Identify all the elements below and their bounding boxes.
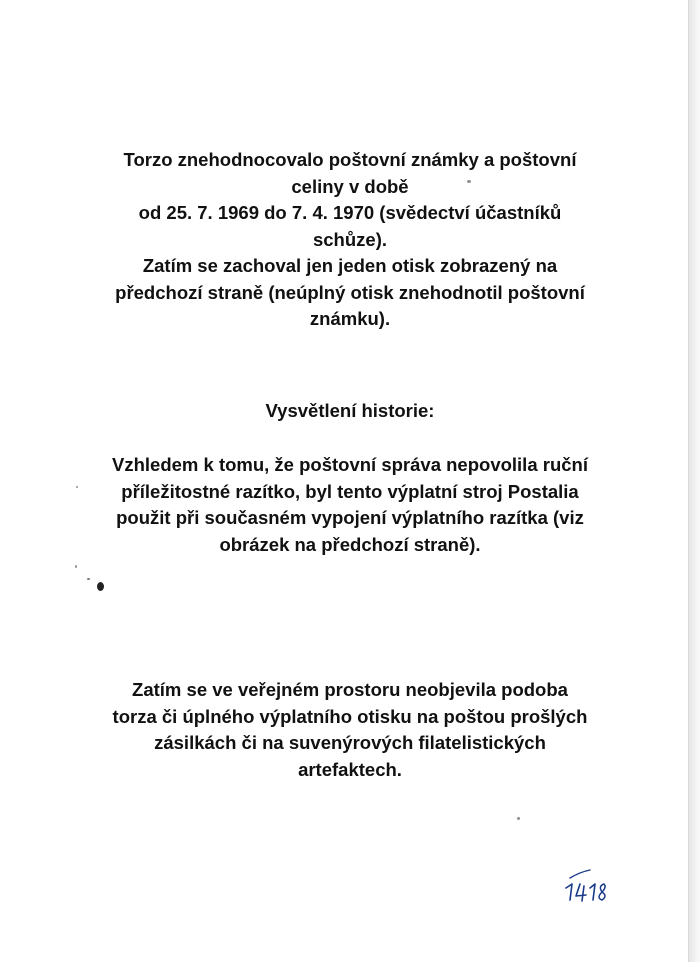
paragraph-public-appearance xyxy=(40,677,660,783)
paragraph-history-explanation xyxy=(40,452,660,558)
scan-speck xyxy=(517,817,520,820)
scan-edge xyxy=(689,0,700,962)
text-line: zásilkách či na suvenýrových filatelistických xyxy=(154,732,546,753)
heading-text: Vysvětlení historie: xyxy=(265,400,435,421)
text-line: Zatím se ve veřejném prostoru neobjevila podoba xyxy=(132,679,568,700)
text-line: od 25. 7. 1969 do 7. 4. 1970 (svědectví účastníků xyxy=(138,202,562,223)
scan-speck xyxy=(75,565,77,568)
handwritten-page-number xyxy=(560,866,620,906)
text-line: Zatím se zachoval jen jeden otisk zobrazený na xyxy=(142,255,558,276)
scan-speck xyxy=(97,582,104,591)
text-line: Vzhledem k tomu, že poštovní správa nepovolila ruční xyxy=(112,454,588,475)
text-line: schůze). xyxy=(312,228,388,250)
text-line: použit při současném vypojení výplatního razítka (viz xyxy=(116,507,584,528)
section-heading xyxy=(40,398,660,425)
scan-speck xyxy=(76,486,78,488)
text-line: známku). xyxy=(309,308,391,329)
scan-speck xyxy=(87,578,90,580)
paragraph-validity-period xyxy=(40,147,660,333)
text-line: předchozí straně (neúplný otisk znehodnotil poštovní xyxy=(115,281,585,303)
text-line: Torzo znehodnocovalo poštovní známky a poštovní xyxy=(123,149,577,170)
text-line: artefaktech. xyxy=(298,758,402,780)
text-line: příležitostné razítko, byl tento výplatní stroj Postalia xyxy=(121,480,579,502)
text-line: obrázek na předchozí straně). xyxy=(219,533,481,555)
scan-speck xyxy=(467,180,471,183)
text-line: torza či úplného výplatního otisku na poštou prošlých xyxy=(112,705,588,727)
text-line: celiny v době xyxy=(291,175,409,197)
